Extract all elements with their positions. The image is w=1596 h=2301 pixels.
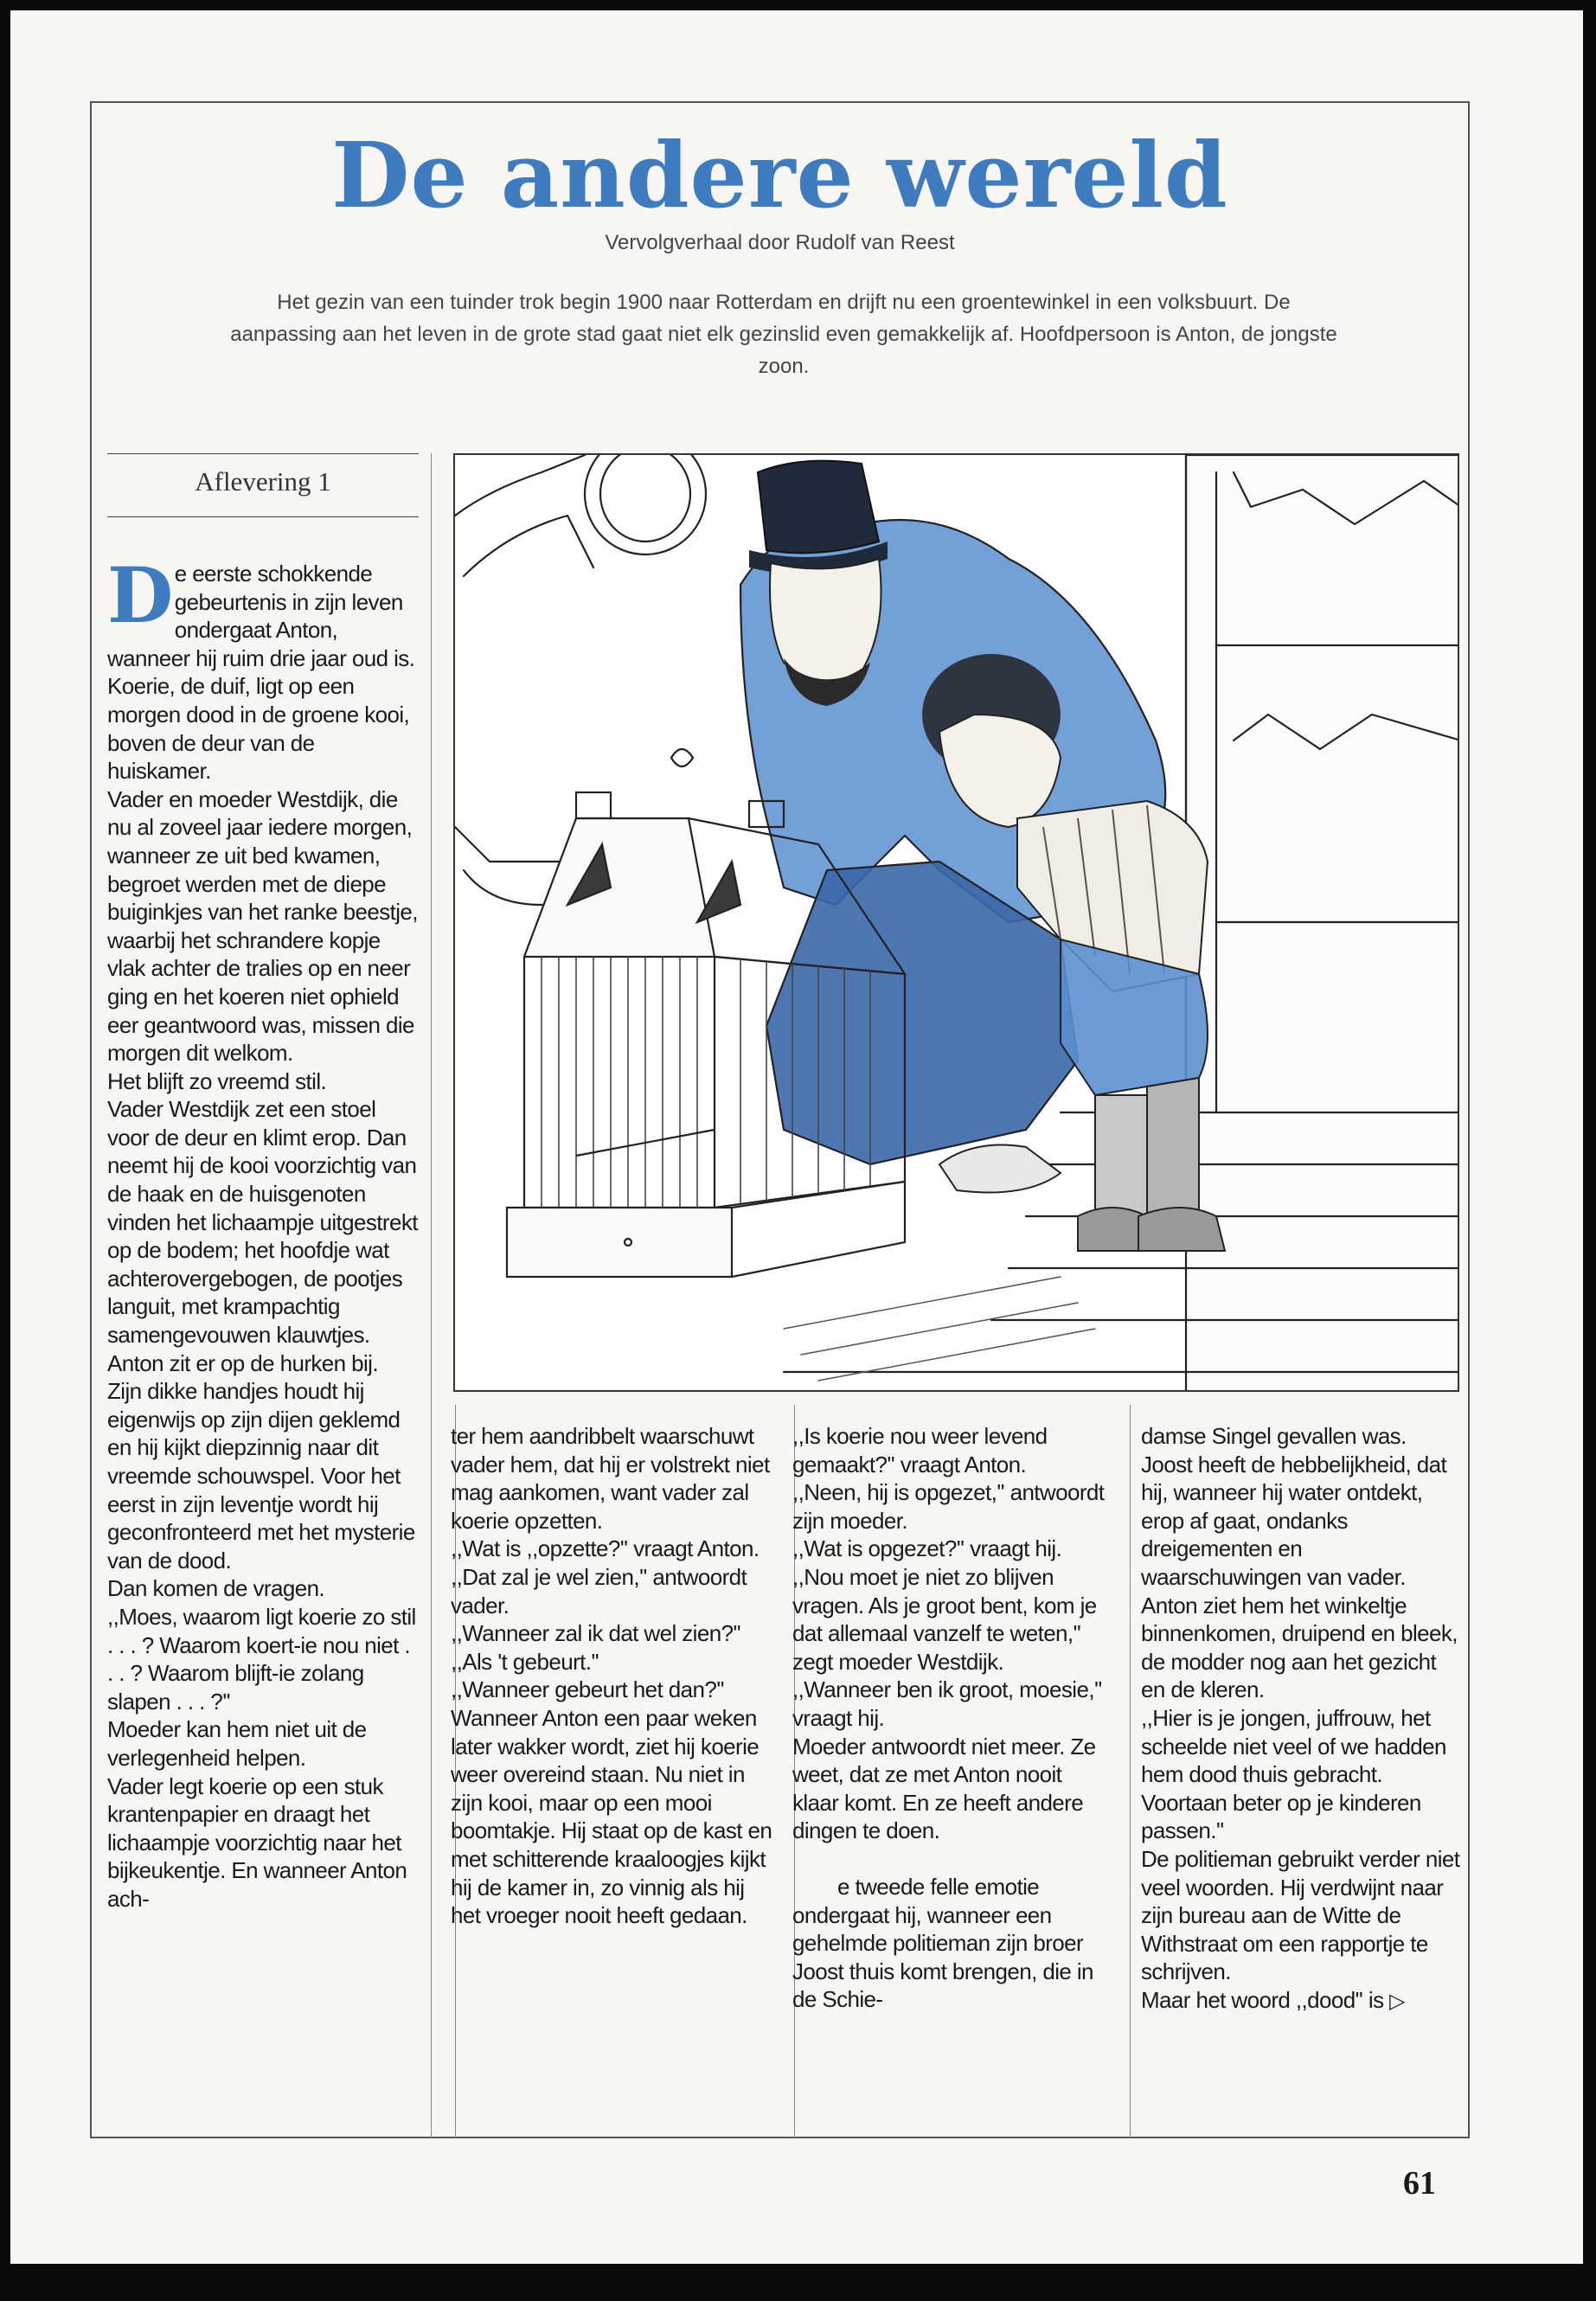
text-column-3	[792, 1422, 1112, 2014]
paragraph: ,,Wanneer gebeurt het dan?''	[451, 1676, 724, 1703]
paragraph: ,,Als 't gebeurt.''	[451, 1648, 599, 1675]
article-subtitle: Vervolgverhaal door Rudolf van Reest	[605, 231, 955, 254]
paragraph: damse Singel gevallen was.	[1141, 1423, 1407, 1449]
text-column-1	[107, 550, 419, 1913]
paragraph: Het blijft zo vreemd stil.	[107, 1067, 327, 1094]
paragraph: Koerie, de duif, ligt op een morgen dood in de groene kooi, boven de deur van de huiskamer.	[107, 673, 410, 785]
paragraph: Moeder antwoordt niet meer. Ze weet, dat ze met Anton nooit klaar komt. En ze heeft andere dingen te doen.	[792, 1733, 1096, 1844]
paragraph: ,,Hier is je jongen, juffrouw, het scheelde niet veel of we hadden hem dood thuis gebracht. Voortaan beter op je kinderen passen.''	[1141, 1704, 1446, 1844]
episode-rule-top	[107, 453, 419, 454]
paragraph: Joost heeft de hebbelijkheid, dat hij, wanneer hij water ontdekt, erop af gaat, ondanks dreigementen en waarschuwingen van vader.	[1141, 1451, 1447, 1590]
paragraph: Moeder kan hem niet uit de verlegenheid helpen.	[107, 1716, 367, 1771]
article-title: De andere wereld	[331, 122, 1228, 228]
last-line	[1141, 1986, 1461, 2016]
paragraph: Vader en moeder Westdijk, die nu al zoveel jaar iedere morgen, wanneer ze uit bed kwamen, begroet werden met de diepe buiginkjes van het ranke beestje, waarbij het schrandere kopje vlak achter de tralies op en neer ging en het koeren niet ophield eer geantwoord was, missen die morgen dit welkom.	[107, 785, 418, 1067]
page-number: 61	[1403, 2165, 1436, 2202]
episode-rule-bottom	[107, 516, 419, 517]
opening-text: e eerste schokkende gebeurtenis in zijn leven ondergaat Anton, wanneer hij ruim drie jaar oud is.	[107, 561, 415, 671]
section-paragraph	[792, 1873, 1112, 2014]
paragraph: Zijn dikke handjes houdt hij eigenwijs op zijn dijen geklemd en hij kijkt diepzinnig naar dit vreemde schouwspel. Voor het eerst in zijn leventje wordt hij geconfronteerd met het mysterie van de dood.	[107, 1378, 415, 1574]
magazine-page	[10, 10, 1583, 2264]
paragraph: Dan komen de vragen.	[107, 1575, 325, 1602]
paragraph: ,,Dat zal je wel zien,'' antwoordt vader.	[451, 1563, 747, 1618]
continue-arrow-icon: ▷	[1389, 1988, 1405, 2013]
last-line-text: Maar het woord ,,dood'' is	[1141, 1986, 1384, 2013]
drop-cap: D	[107, 550, 173, 640]
column-divider-1	[431, 453, 432, 2138]
illustration-drawing	[455, 455, 1459, 1392]
story-illustration	[453, 453, 1459, 1392]
paragraph: Vader legt koerie op een stuk krantenpapier en draagt het lichaampje voorzichtig naar het bijkeukentje. En wanneer Anton ach-	[107, 1772, 407, 1912]
paragraph: Vader Westdijk zet een stoel voor de deur en klimt erop. Dan neemt hij de kooi voorzichtig van de haak en de huisgenoten vinden het lichaampje uitgestrekt op de bodem; het hoofdje wat achterovergebogen, de pootjes languit, met krampachtig samengevouwen klauwtjes.	[107, 1096, 418, 1349]
text-column-2	[451, 1422, 775, 1930]
paragraph: ,,Is koerie nou weer levend gemaakt?'' vraagt Anton.	[792, 1423, 1048, 1477]
paragraph: ter hem aandribbelt waarschuwt vader hem, dat hij er volstrekt niet mag aankomen, want vader zal koerie opzetten.	[451, 1423, 770, 1534]
paragraph: ,,Wat is opgezet?'' vraagt hij.	[792, 1535, 1062, 1562]
article-intro: Het gezin van een tuinder trok begin 1900 naar Rotterdam en drijft nu een groentewinkel in een volksbuurt. De aanpassing aan het leven in de grote stad gaat niet elk gezinslid even gemakkelijk af. Hoofdpersoon is Anton, de jongste zoon.	[230, 291, 1337, 378]
text-column-4	[1141, 1422, 1461, 2015]
paragraph: ,,Wanneer ben ik groot, moesie,'' vraagt hij.	[792, 1676, 1102, 1731]
paragraph: ,,Neen, hij is opgezet,'' antwoordt zijn moeder.	[792, 1479, 1105, 1534]
paragraph: ,,Nou moet je niet zo blijven vragen. Als je groot bent, kom je dat allemaal vanzelf te weten,'' zegt moeder Westdijk.	[792, 1563, 1097, 1675]
opening-paragraph	[107, 550, 419, 672]
article-frame	[90, 101, 1470, 2138]
paragraph: Anton ziet hem het winkeltje binnenkomen, druipend en bleek, de modder nog aan het gezicht en de kleren.	[1141, 1592, 1458, 1703]
paragraph: Wanneer Anton een paar weken later wakker wordt, ziet hij koerie weer overeind staan. Nu niet in zijn kooi, maar op een mooi boomtakje. Hij staat op de kast en met schitterende kraaloogjes kijkt hij de kamer in, zo vinnig als hij het vroeger nooit heeft gedaan.	[451, 1704, 772, 1929]
section-text: e tweede felle emotie ondergaat hij, wanneer een gehelmde politieman zijn broer Joost thuis komt brengen, die in de Schie-	[792, 1873, 1093, 2013]
paragraph: ,,Wanneer zal ik dat wel zien?''	[451, 1620, 741, 1647]
paragraph: ,,Moes, waarom ligt koerie zo stil . . . ? Waarom koert-ie nou niet . . . ? Waarom blijft-ie zolang slapen . . . ?''	[107, 1603, 416, 1715]
paragraph: De politieman gebruikt verder niet veel woorden. Hij verdwijnt naar zijn bureau aan de Witte de Withstraat om een rapportje te schrijven.	[1141, 1845, 1460, 1985]
paragraph: Anton zit er op de hurken bij.	[107, 1349, 378, 1376]
column-divider-4	[1130, 1405, 1131, 2138]
episode-label: Aflevering 1	[195, 466, 331, 497]
paragraph: ,,Wat is ,,opzette?'' vraagt Anton.	[451, 1535, 760, 1562]
